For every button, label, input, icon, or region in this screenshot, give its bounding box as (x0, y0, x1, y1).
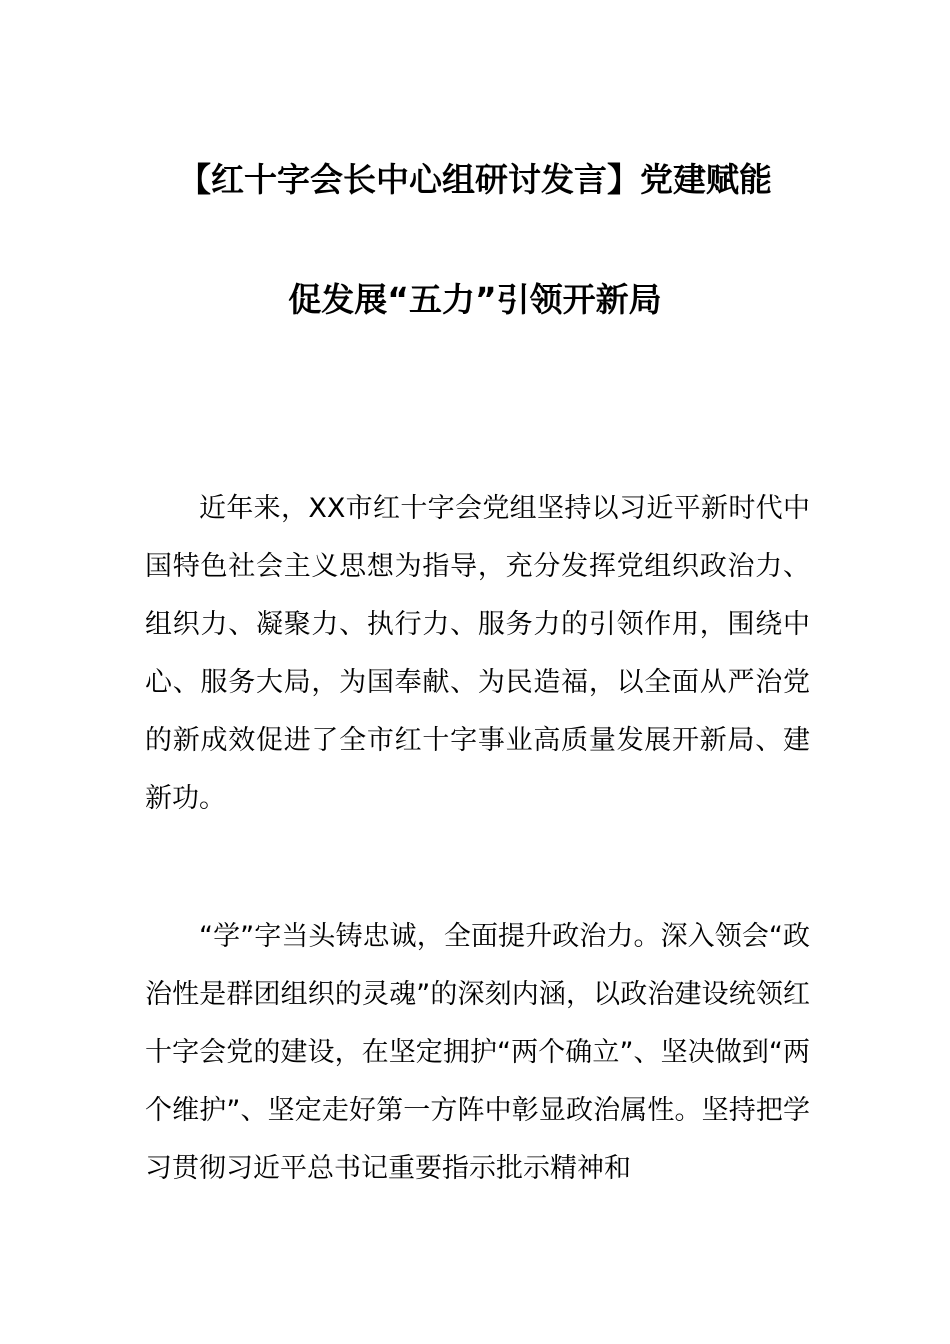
body-paragraph-politics (145, 908, 810, 1198)
document-title-line-1: 【红十字会长中心组研讨发言】党建赋能 (178, 160, 772, 199)
body-paragraph-intro (145, 480, 810, 828)
paragraph-lead-heading: “学”字当头铸忠诚，全面提升政治力。 (199, 921, 661, 952)
paragraph-text: 近年来，XX市红十字会党组坚持以习近平新时代中国特色社会主义思想为指导，充分发挥党组织政治力、组织力、凝聚力、执行力、服务力的引领作用，围绕中心、服务大局，为国奉献、为民造福，以全面从严治党的新成效促进了全市红十字事业高质量发展开新局、建新功。 (145, 493, 810, 814)
paragraph-text: 深入领会“政治性是群团组织的灵魂”的深刻内涵，以政治建设统领红十字会党的建设，在坚定拥护“两个确立”、坚决做到“两个维护”、坚定走好第一方阵中彰显政治属性。坚持把学习贯彻习近平总书记重要指示批示精神和 (145, 921, 810, 1184)
document-title-line-2: 促发展“五力”引领开新局 (288, 280, 662, 319)
